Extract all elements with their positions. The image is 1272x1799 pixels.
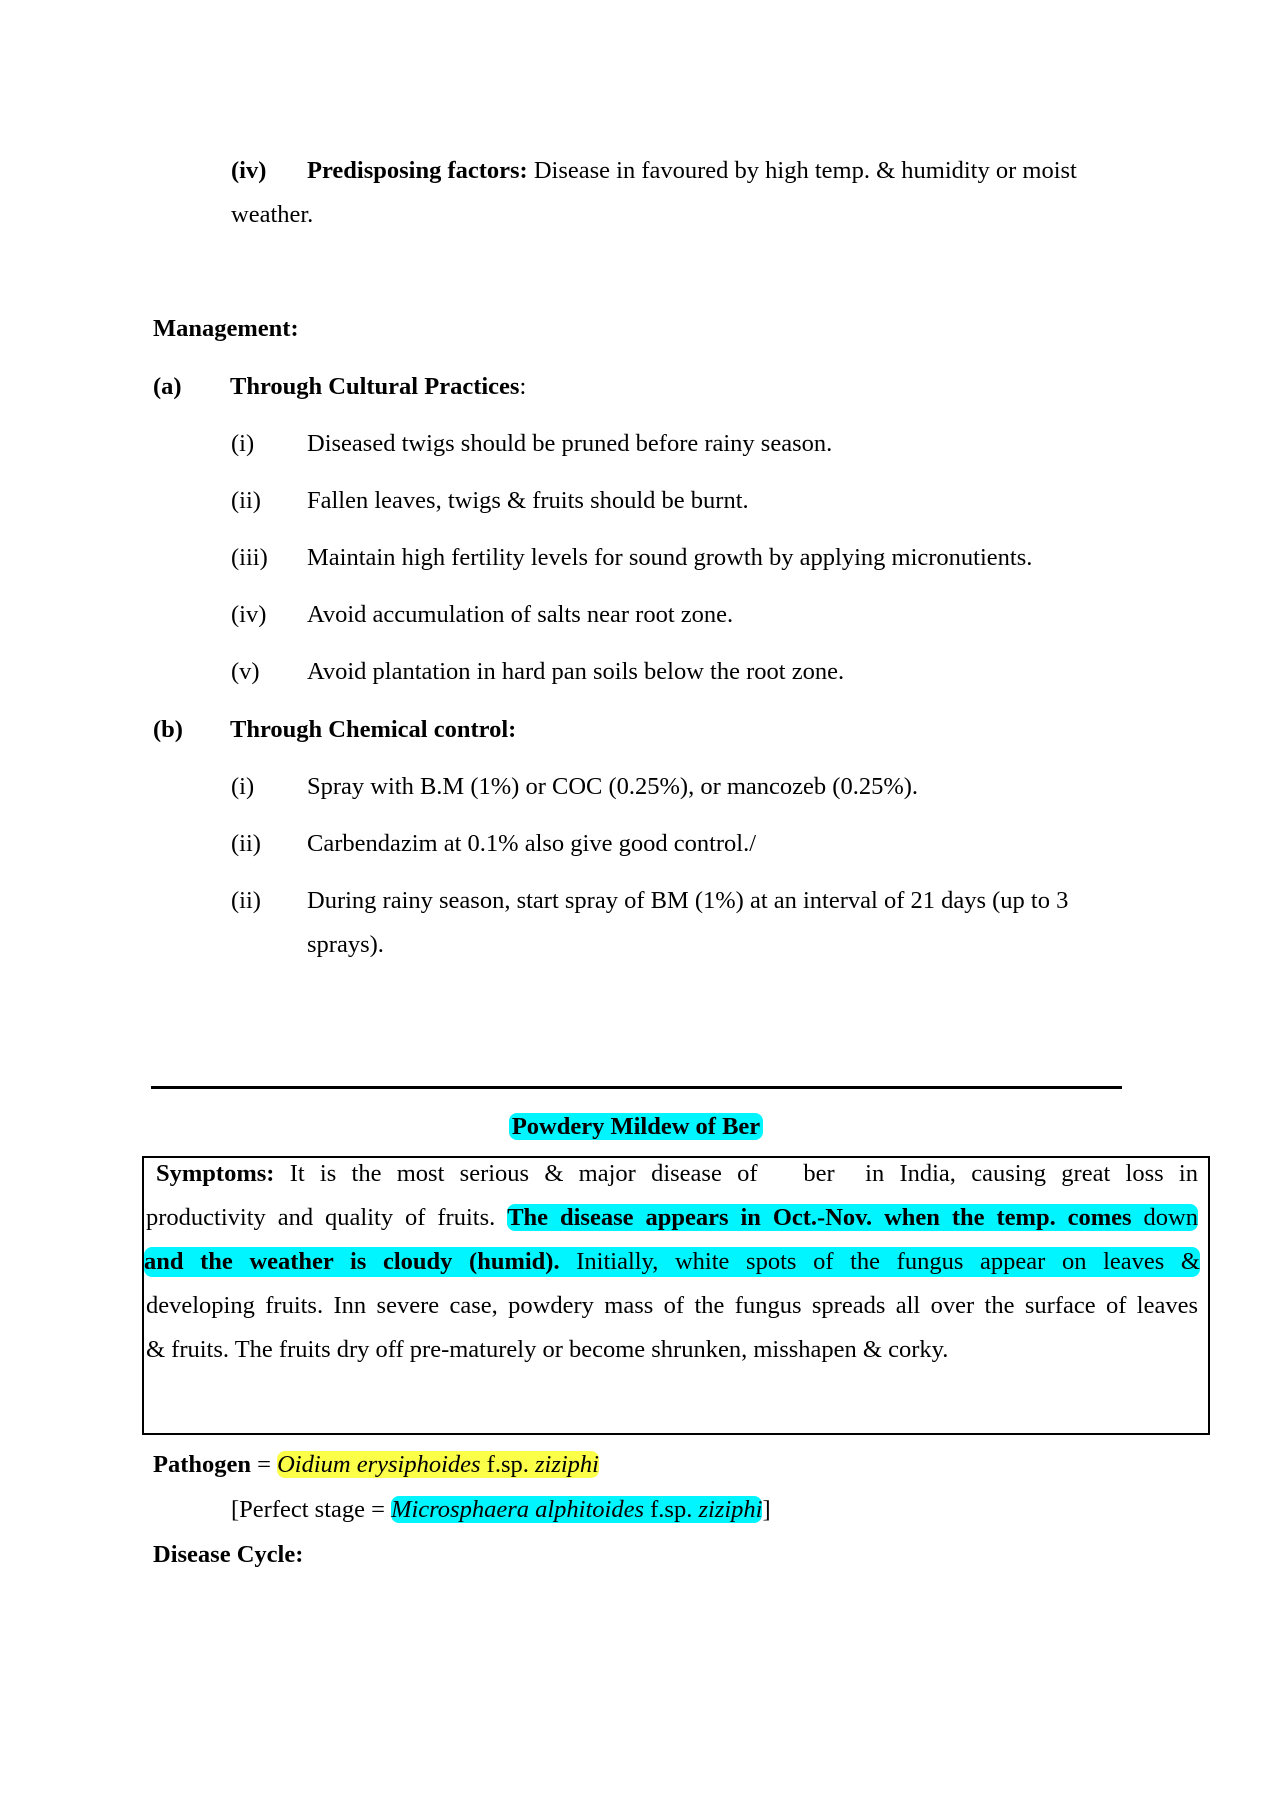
predisposing-label: Predisposing factors:	[307, 157, 528, 184]
fsp-text: f.sp.	[644, 1496, 699, 1523]
list-item	[231, 657, 844, 687]
list-number: (i)	[231, 773, 255, 800]
list-number: (iv)	[231, 157, 267, 184]
list-item	[231, 829, 756, 859]
powdery-mildew-title: Powdery Mildew of Ber	[509, 1113, 763, 1140]
horizontal-divider	[151, 1086, 1122, 1089]
list-text: Avoid plantation in hard pan soils below the root zone.	[307, 658, 845, 685]
list-number: (v)	[231, 658, 260, 685]
section-letter: (b)	[153, 716, 183, 743]
cultural-practices-heading	[153, 372, 526, 402]
section-colon: :	[519, 373, 527, 400]
bold-highlight: The disease appears in Oct.-Nov. when the temp. comes	[507, 1204, 1132, 1231]
section-title-wrapper	[0, 1112, 1272, 1142]
list-item	[231, 886, 1068, 916]
perfect-stage-line	[231, 1495, 771, 1525]
section-title: Through Cultural Practices	[230, 373, 520, 400]
list-item	[231, 486, 749, 516]
symptoms-line-4: developing fruits. Inn severe case, powdery mass of the fungus spreads all over the surface of leaves	[146, 1292, 1198, 1319]
bold-highlight: and the weather is cloudy (humid).	[144, 1248, 560, 1275]
predisposing-continuation: weather.	[231, 201, 314, 228]
symptoms-line-3	[144, 1247, 1200, 1277]
list-text: Avoid accumulation of salts near root zone.	[307, 601, 734, 628]
predisposing-text: Disease in favoured by high temp. & humidity or moist	[527, 157, 1077, 184]
symptoms-label: Symptoms:	[156, 1160, 275, 1187]
list-number: (iv)	[231, 601, 267, 628]
list-text: Fallen leaves, twigs & fruits should be burnt.	[307, 487, 749, 514]
list-number: (ii)	[231, 830, 261, 857]
fsp-text: f.sp.	[480, 1451, 535, 1478]
pathogen-name	[277, 1451, 599, 1478]
list-text: Spray with B.M (1%) or COC (0.25%), or mancozeb (0.25%).	[307, 773, 919, 800]
pathogen-line	[153, 1450, 599, 1480]
list-text: Maintain high fertility levels for sound growth by applying micronutients.	[307, 544, 1033, 571]
section-letter: (a)	[153, 373, 182, 400]
symptoms-text: productivity and quality of fruits.	[146, 1204, 508, 1231]
list-number: (ii)	[231, 887, 261, 914]
predisposing-factors-line	[231, 156, 1077, 186]
list-number: (ii)	[231, 487, 261, 514]
forma-specialis: ziziphi	[698, 1496, 763, 1523]
highlight-plain: down	[1131, 1204, 1198, 1231]
list-text: Diseased twigs should be pruned before rainy season.	[307, 430, 833, 457]
list-item	[231, 429, 832, 459]
symptoms-line-1	[156, 1159, 1198, 1189]
symptoms-box	[142, 1156, 1210, 1435]
list-item	[231, 772, 918, 802]
equals-sign: =	[251, 1451, 278, 1478]
forma-specialis: ziziphi	[535, 1451, 599, 1478]
perfect-stage-name	[391, 1496, 762, 1523]
list-text: Carbendazim at 0.1% also give good control./	[307, 830, 757, 857]
symptoms-line-2	[146, 1203, 1198, 1233]
symptoms-line-5: & fruits. The fruits dry off pre-maturely or become shrunken, misshapen & corky.	[146, 1336, 949, 1363]
management-heading: Management:	[153, 315, 299, 342]
perfect-stage-suffix: ]	[762, 1496, 771, 1523]
list-text-continuation: sprays).	[307, 931, 384, 958]
highlighted-text	[507, 1204, 1198, 1231]
list-number: (i)	[231, 430, 255, 457]
list-text: During rainy season, start spray of BM (1%) at an interval of 21 days (up to 3	[307, 887, 1069, 914]
chemical-control-heading	[153, 715, 516, 745]
section-title: Through Chemical control:	[230, 716, 517, 743]
perfect-stage-prefix: [Perfect stage =	[231, 1496, 392, 1523]
symptoms-text: It is the most serious & major disease of ber in India, causing great loss in	[274, 1160, 1198, 1187]
disease-cycle-heading: Disease Cycle:	[153, 1541, 304, 1568]
pathogen-label: Pathogen	[153, 1451, 251, 1478]
list-item	[231, 543, 1032, 573]
perfect-stage-species: Microsphaera alphitoides	[391, 1496, 644, 1523]
highlight-plain: Initially, white spots of the fungus appear on leaves &	[559, 1248, 1200, 1275]
list-number: (iii)	[231, 544, 268, 571]
pathogen-species: Oidium erysiphoides	[277, 1451, 481, 1478]
list-item	[231, 600, 733, 630]
